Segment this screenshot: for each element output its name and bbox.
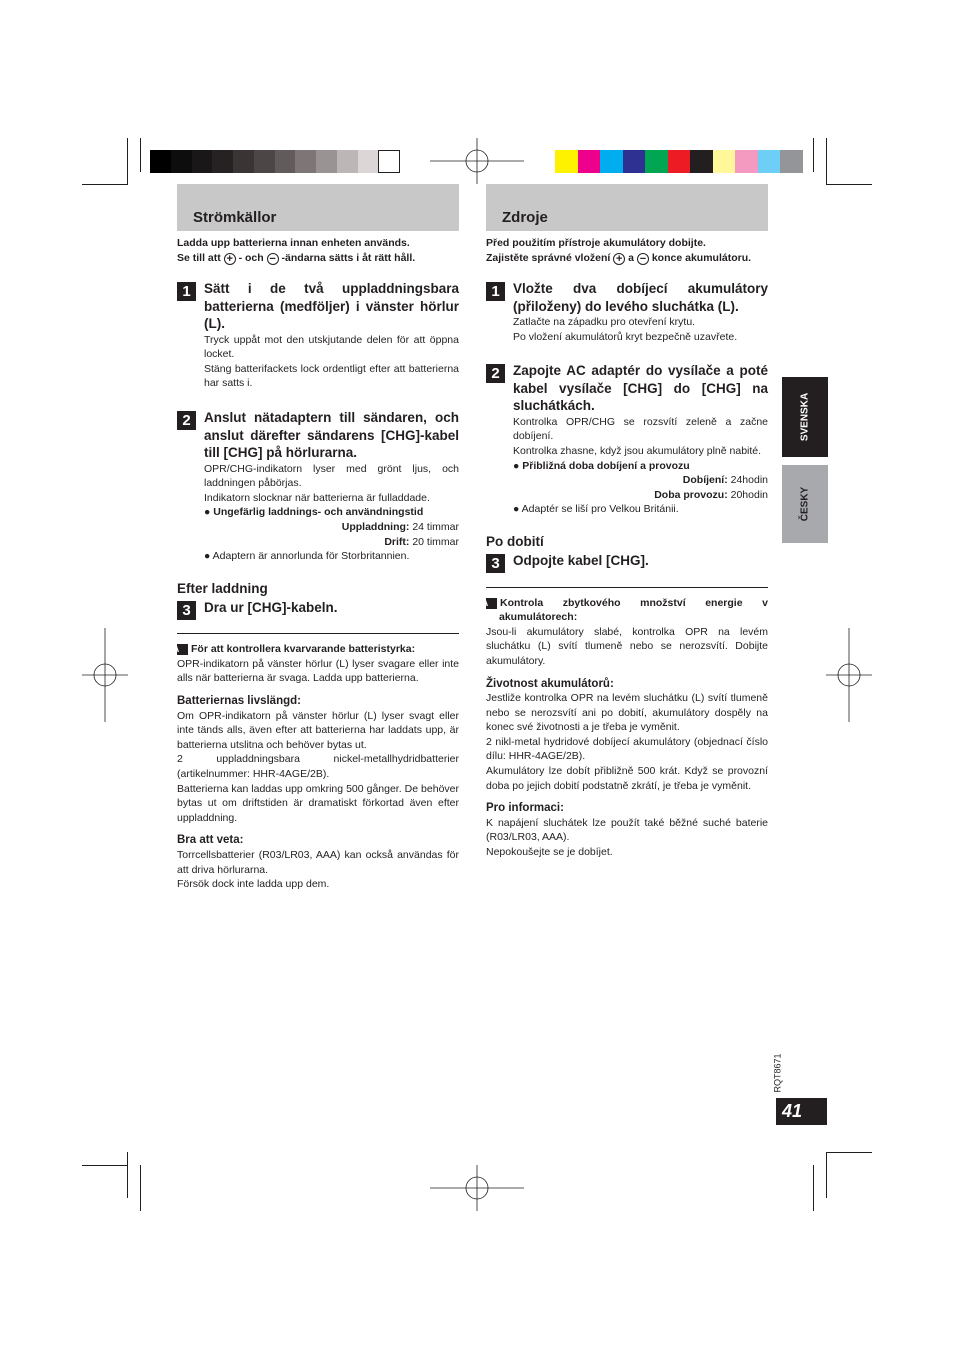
after-charging-heading: Po dobití: [486, 534, 544, 550]
registration-target-icon: [82, 628, 128, 722]
gray-swatch: [212, 150, 233, 173]
step-text: Zatlačte na západku pro otevření krytu.: [513, 316, 696, 329]
step-title: Odpojte kabel [CHG].: [513, 553, 649, 569]
step-number: 1: [177, 282, 196, 301]
color-swatch: [690, 150, 713, 173]
gray-swatch: [254, 150, 275, 173]
step-title: Dra ur [CHG]-kabeln.: [204, 599, 338, 615]
crop-mark: [82, 184, 128, 185]
color-swatch: [600, 150, 623, 173]
step-1: [177, 280, 459, 391]
document-code: RQT8671: [772, 1053, 783, 1093]
section-header-right: [486, 184, 768, 231]
right-column: [481, 236, 768, 860]
gray-swatch: [275, 150, 296, 173]
paragraph: Om OPR-indikatorn på vänster hörlur (L) lyser svagt eller inte tänds alls, även efter att batterierna har laddats upp, är batterierna utslitna och behöver bytas ut.: [177, 709, 459, 751]
step-text: OPR/CHG-indikatorn lyser med grönt ljus, och laddningen påbörjas.: [204, 462, 459, 490]
after-charging-heading: Efter laddning: [177, 580, 268, 596]
step-text: Tryck uppåt mot den utskjutande delen för att öppna locket.: [204, 333, 459, 361]
box-title: A Kontrola zbytkového množství energie v akumulátorech:: [481, 596, 768, 624]
gray-swatch: [192, 150, 213, 173]
step-text: Kontrolka OPR/CHG se rozsvítí zeleně a začne dobíjení.: [513, 415, 768, 443]
section-title: Zdroje: [502, 209, 548, 226]
bullet-heading: ● Přibližná doba dobíjení a provozu: [513, 459, 690, 472]
subheading: Pro informaci:: [486, 802, 564, 815]
color-swatch: [623, 150, 646, 173]
step-text: Indikatorn slocknar när batterierna är fulladdade.: [204, 491, 430, 504]
subheading: Batteriernas livslängd:: [177, 695, 301, 707]
crop-mark: [813, 1165, 814, 1211]
paragraph: Torrcellsbatterier (R03/LR03, AAA) kan också användas för att driva hörlurarna.: [177, 848, 459, 876]
paragraph: 2 uppladdningsbara nickel-metallhydridbatterier (artikelnummer: HHR-4AGE/2B).: [177, 753, 459, 780]
bullet-heading: ● Ungefärlig laddnings- och användningstid: [204, 506, 424, 519]
paragraph: Jestliže kontrolka OPR na levém sluchátku (L) svítí tlumeně nebo se nerozsvítí ani po dobití, akumulátory dospěly na konec své životnosti a je třeba je vyměnit.: [486, 692, 768, 734]
use-time: Doba provozu: 20hodin: [654, 488, 768, 501]
color-swatch: [578, 150, 601, 173]
subheading: Bra att veta:: [177, 834, 244, 847]
color-swatch: [668, 150, 691, 173]
gray-swatch: [316, 150, 337, 173]
crop-mark: [813, 138, 814, 172]
plus-icon: +: [224, 253, 236, 265]
minus-icon: −: [267, 253, 279, 265]
divider: [177, 633, 459, 634]
charge-time: Uppladdning: 24 timmar: [341, 520, 459, 533]
paragraph: Akumulátory lze dobít přibližně 500 krát. Když se provozní doba po jejich dobití podstatně zkrátí, je třeba je vyměnit.: [486, 765, 768, 792]
use-time: Drift: 20 timmar: [384, 535, 459, 548]
charge-time: Dobíjení: 24hodin: [682, 474, 768, 487]
intro-line: Před použitím přístroje akumulátory dobijte.: [486, 237, 706, 249]
step-text: Stäng batterifackets lock ordentligt efter att batterierna har satts i.: [204, 362, 459, 390]
color-swatch: [713, 150, 736, 173]
paragraph: 2 nikl-metal hydridové dobíjecí akumulátory (objednací číslo dílu: HHR-4AGE/2B).: [486, 735, 768, 763]
registration-target-icon: [826, 628, 872, 722]
box-title: A För att kontrollera kvarvarande batteristyrka:: [172, 643, 416, 656]
intro-line: Se till att + - och − -ändarna sätts i åt rätt håll.: [177, 251, 416, 265]
gray-swatch: [295, 150, 316, 173]
step-title: Vložte dva dobíjecí akumulátory (přiloženy) do levého sluchátka (L).: [513, 281, 768, 314]
gray-swatch: [171, 150, 192, 173]
page-number: 41: [776, 1098, 827, 1125]
subheading: Životnost akumulátorů:: [486, 677, 614, 690]
step-title: Anslut nätadaptern till sändaren, och anslut därefter sändarens [CHG]-kabel till [CHG] på hörlurarna.: [204, 410, 459, 461]
left-column: [172, 236, 459, 892]
step-number: 1: [486, 282, 505, 301]
gray-swatch: [150, 150, 171, 173]
crop-mark: [127, 1152, 128, 1198]
intro-line: Zajistěte správné vložení + a − konce akumulátoru.: [486, 251, 752, 265]
language-tab-cesky: ČESKY: [782, 465, 828, 543]
note: ● Adaptér se liší pro Velkou Británii.: [513, 503, 679, 516]
divider: [486, 587, 768, 588]
paragraph: Nepokoušejte se je dobíjet.: [486, 846, 613, 859]
section-header-left: [177, 184, 459, 231]
plus-icon: +: [613, 253, 625, 265]
step-number: 3: [486, 554, 505, 573]
paragraph: Försök dock inte ladda upp dem.: [177, 878, 330, 891]
registration-target-icon: [430, 138, 524, 184]
note-marker-icon: A: [486, 598, 497, 609]
gray-swatch: [358, 150, 379, 173]
crop-mark: [82, 1165, 128, 1166]
registration-target-icon: [430, 1165, 524, 1211]
box-text: Jsou-li akumulátory slabé, kontrolka OPR na levém sluchátku (L) svítí tlumeně nebo se nerozsvítí. Dobijte akumulátory.: [486, 625, 768, 667]
step-number: 2: [177, 411, 196, 430]
color-swatch: [758, 150, 781, 173]
color-swatch: [555, 150, 578, 173]
step-text: Kontrolka zhasne, když jsou akumulátory plně nabité.: [513, 445, 762, 458]
step-1: [486, 280, 768, 344]
section-title: Strömkällor: [193, 209, 277, 226]
step-3: [486, 552, 768, 573]
step-text: Po vložení akumulátorů kryt bezpečně uzavřete.: [513, 330, 738, 343]
step-title: Sätt i de två uppladdningsbara batterierna (medföljer) i vänster hörlur (L).: [204, 281, 459, 332]
crop-mark: [826, 138, 827, 184]
paragraph: K napájení sluchátek lze použít také běžné suché baterie (R03/LR03, AAA).: [486, 816, 768, 844]
color-swatch: [780, 150, 803, 173]
gray-swatch: [233, 150, 254, 173]
box-text: OPR-indikatorn på vänster hörlur (L) lyser svagare eller inte alls när batterierna är svaga. Ladda upp batterierna.: [177, 657, 459, 685]
crop-mark: [140, 1165, 141, 1211]
step-2: [486, 362, 768, 517]
crop-mark: [826, 184, 872, 185]
gray-swatch: [378, 150, 399, 173]
minus-icon: −: [637, 253, 649, 265]
crop-mark: [826, 1152, 872, 1153]
step-title: Zapojte AC adaptér do vysílače a poté kabel vysílače [CHG] do [CHG] na sluchátkách.: [513, 363, 768, 414]
crop-mark: [826, 1152, 827, 1198]
paragraph: Batterierna kan laddas upp omkring 500 gånger. De behöver bytas ut om driftstiden är dramatiskt förkortad även efter uppladdning.: [177, 782, 459, 824]
crop-mark: [140, 138, 141, 172]
language-tab-svenska: SVENSKA: [782, 377, 828, 457]
step-2: [177, 409, 459, 564]
step-3: [177, 599, 459, 617]
note-marker-icon: A: [177, 644, 188, 655]
color-swatch: [645, 150, 668, 173]
note: ● Adaptern är annorlunda för Storbritannien.: [204, 550, 410, 563]
step-number: 3: [177, 601, 196, 620]
intro-line: Ladda upp batterierna innan enheten används.: [177, 237, 410, 249]
gray-swatch: [337, 150, 358, 173]
color-swatch: [735, 150, 758, 173]
crop-mark: [127, 138, 128, 184]
step-number: 2: [486, 364, 505, 383]
